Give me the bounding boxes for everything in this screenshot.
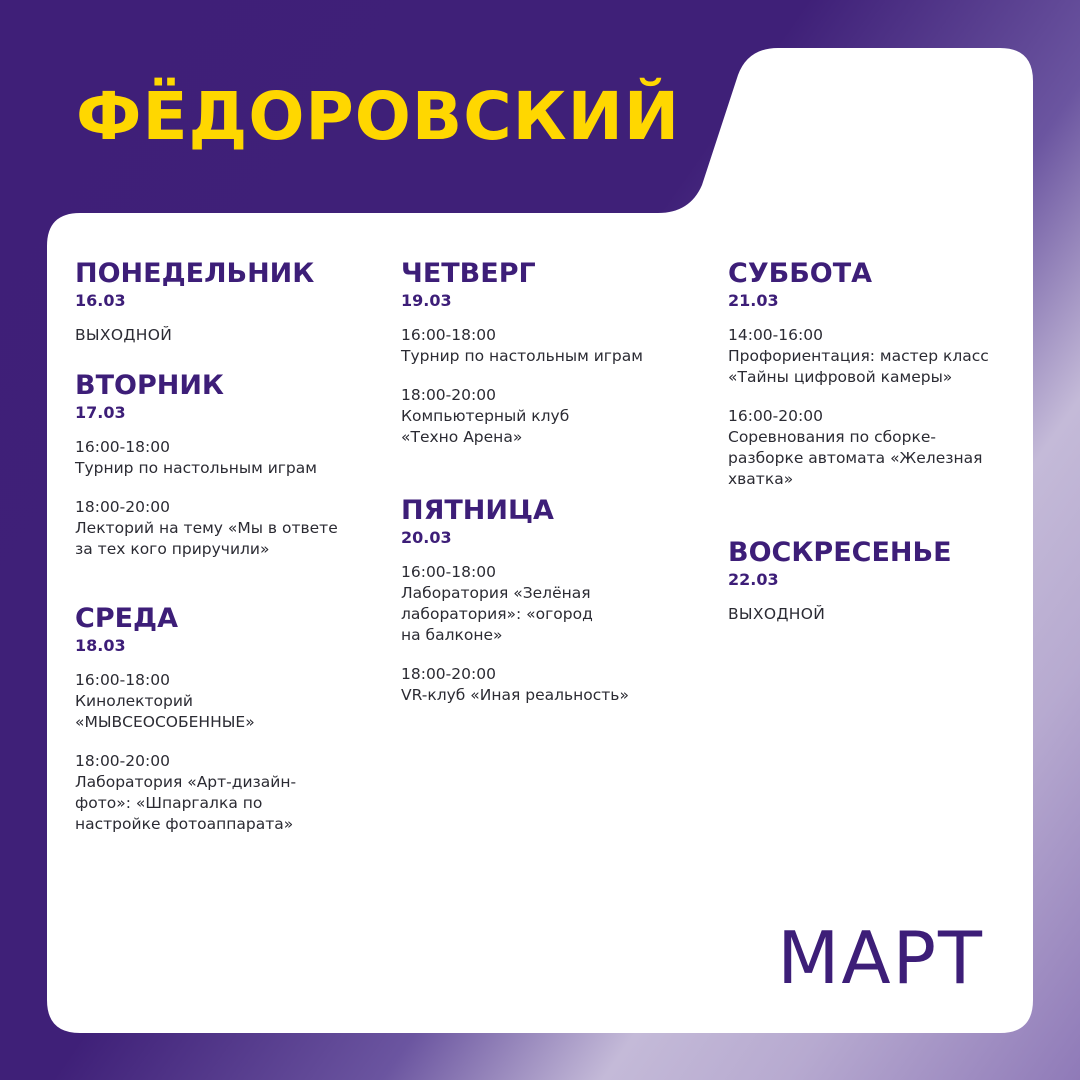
month-label: МАРТ bbox=[777, 916, 984, 1000]
day-name: СРЕДА bbox=[75, 603, 178, 634]
event-title: Лаборатория «Зелёная лаборатория»: «огород на балконе» bbox=[401, 584, 593, 644]
event-title: Профориентация: мастер класс «Тайны цифровой камеры» bbox=[728, 347, 989, 386]
event-item bbox=[75, 437, 365, 479]
day-date: 18.03 bbox=[75, 636, 126, 655]
event-time: 16:00-18:00 bbox=[75, 671, 170, 689]
event-time: 18:00-20:00 bbox=[75, 498, 170, 516]
event-item bbox=[401, 562, 691, 646]
day-date: 20.03 bbox=[401, 528, 452, 547]
day-off-label: ВЫХОДНОЙ bbox=[75, 326, 173, 344]
event-time: 14:00-16:00 bbox=[728, 326, 823, 344]
event-time: 18:00-20:00 bbox=[75, 752, 170, 770]
event-item bbox=[75, 497, 365, 560]
event-item bbox=[401, 325, 691, 367]
event-item bbox=[401, 385, 691, 448]
day-name: ВОСКРЕСЕНЬЕ bbox=[728, 537, 952, 568]
event-item bbox=[75, 670, 365, 733]
event-title: Лаборатория «Арт-дизайн- фото»: «Шпаргалка по настройке фотоаппарата» bbox=[75, 773, 297, 833]
schedule-column-1 bbox=[75, 257, 365, 835]
schedule-column-2 bbox=[401, 257, 691, 706]
day-name: ПОНЕДЕЛЬНИК bbox=[75, 258, 315, 289]
day-date: 21.03 bbox=[728, 291, 779, 310]
event-time: 16:00-18:00 bbox=[401, 563, 496, 581]
day-wednesday bbox=[75, 602, 365, 835]
event-title: Соревнования по сборке- разборке автомата «Железная хватка» bbox=[728, 428, 983, 488]
day-name: ПЯТНИЦА bbox=[401, 495, 554, 526]
day-name: ЧЕТВЕРГ bbox=[401, 258, 536, 289]
day-date: 19.03 bbox=[401, 291, 452, 310]
day-date: 17.03 bbox=[75, 403, 126, 422]
event-item bbox=[728, 325, 1018, 388]
event-title: Компьютерный клуб «Техно Арена» bbox=[401, 407, 570, 446]
day-date: 22.03 bbox=[728, 570, 779, 589]
day-sunday bbox=[728, 536, 1018, 625]
day-name: ВТОРНИК bbox=[75, 370, 225, 401]
event-item bbox=[728, 406, 1018, 490]
schedule-column-3 bbox=[728, 257, 1018, 625]
day-date: 16.03 bbox=[75, 291, 126, 310]
day-name: СУББОТА bbox=[728, 258, 873, 289]
day-friday bbox=[401, 494, 691, 706]
event-title: Кинолекторий «МЫВСЕОСОБЕННЫЕ» bbox=[75, 692, 255, 731]
event-item bbox=[401, 664, 691, 706]
event-time: 18:00-20:00 bbox=[401, 665, 496, 683]
day-saturday bbox=[728, 257, 1018, 490]
event-title: VR-клуб «Иная реальность» bbox=[401, 686, 629, 704]
event-item bbox=[75, 751, 365, 835]
event-time: 16:00-18:00 bbox=[75, 438, 170, 456]
day-off-label: ВЫХОДНОЙ bbox=[728, 605, 826, 623]
day-thursday bbox=[401, 257, 691, 448]
event-time: 16:00-18:00 bbox=[401, 326, 496, 344]
event-time: 18:00-20:00 bbox=[401, 386, 496, 404]
event-title: Лекторий на тему «Мы в ответе за тех кого приручили» bbox=[75, 519, 338, 558]
day-tuesday bbox=[75, 369, 365, 560]
event-title: Турнир по настольным играм bbox=[401, 347, 643, 365]
day-monday bbox=[75, 257, 365, 346]
event-time: 16:00-20:00 bbox=[728, 407, 823, 425]
brand-title: ФЁДОРОВСКИЙ bbox=[76, 78, 681, 155]
event-title: Турнир по настольным играм bbox=[75, 459, 317, 477]
